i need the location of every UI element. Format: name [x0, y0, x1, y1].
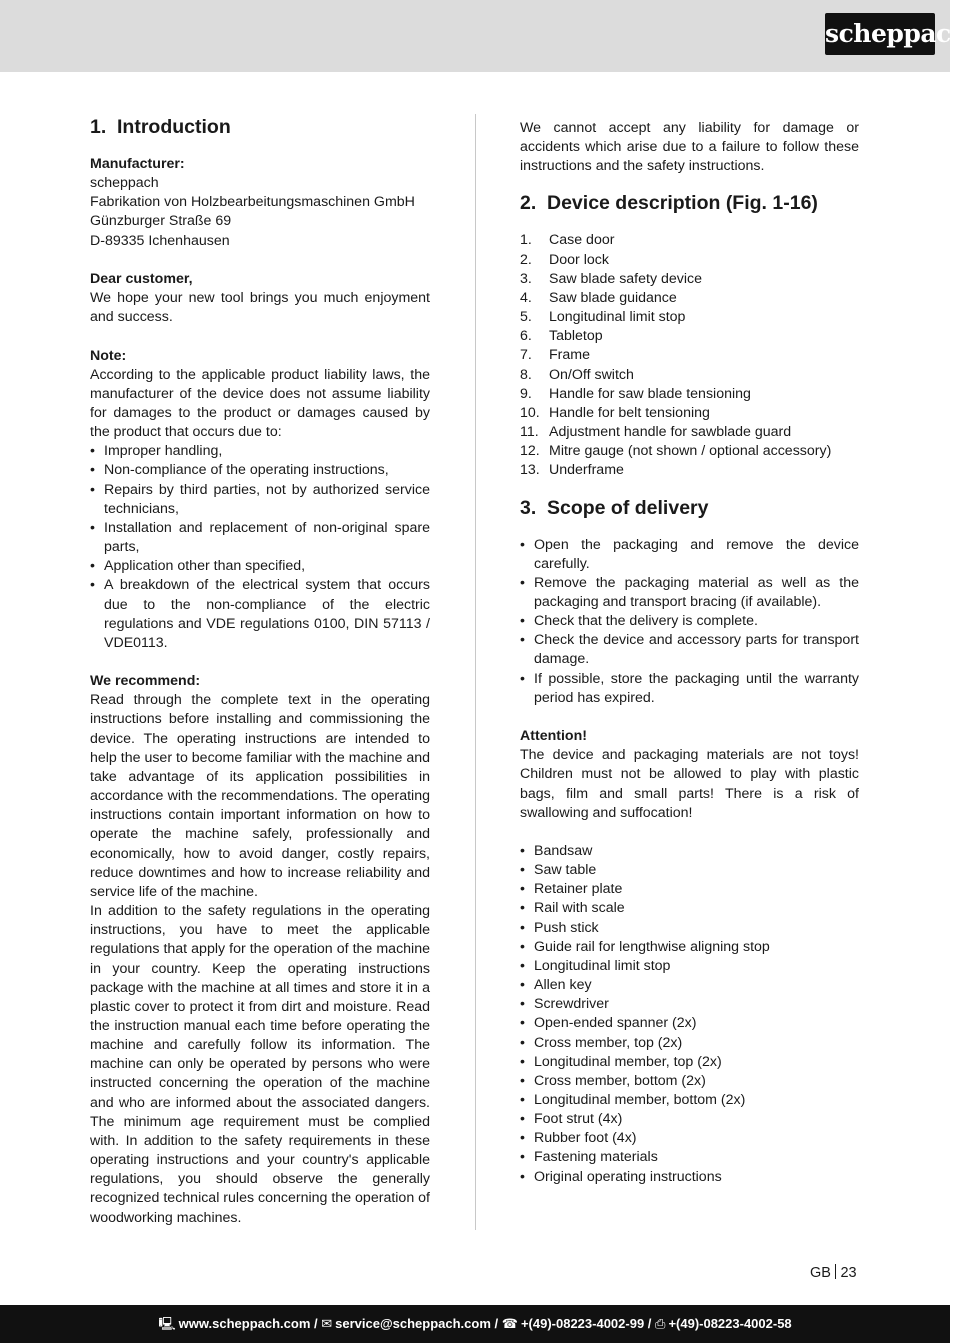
list-item: 4. Saw blade guidance [520, 289, 677, 306]
list-item: • Cross member, bottom (2x) [520, 1072, 859, 1091]
list-item: 13. Underframe [520, 462, 624, 479]
list-item: • Longitudinal member, bottom (2x) [520, 1091, 859, 1110]
list-item: • Guide rail for lengthwise aligning stop [520, 938, 859, 957]
right-column [520, 119, 859, 1187]
recommend-text: In addition to the safety regulations in the operating instructions, you have to meet the applicable regulations that apply for the operation of the machine in your country. Keep the operating instructions package with the machine at all times and store it in a plastic cover to protect it from dirt and moisture. Read the instruction manual each time before operating the machine and carefully follow its information. The machine can only be operated by persons who were instructed concerning the operation of the machine and who are informed about the associated dangers. The minimum age requirement must be complied with. In addition to the safety requirements in these operating instructions and your country's applicable regulations, you should observe the generally recognized technical rules concerning the operation of woodworking machines. [90, 903, 430, 1226]
list-item: • Original operating instructions [520, 1168, 859, 1187]
footer-contact-bar [0, 1305, 950, 1343]
list-item: 2. Door lock [520, 251, 609, 268]
device-parts-list [520, 231, 859, 480]
fax-number: +(49)-08223-4002-58 [668, 1316, 792, 1331]
recommend-label: We recommend: [90, 673, 201, 690]
list-item: • Screwdriver [520, 995, 859, 1014]
list-item: • Foot strut (4x) [520, 1110, 859, 1129]
list-item: 3. Saw blade safety device [520, 270, 703, 287]
list-item: • Installation and replacement of non-original spare parts, [90, 519, 430, 557]
list-item: • Check the device and accessory parts for transport damage. [520, 631, 859, 669]
list-item: • Open-ended spanner (2x) [520, 1014, 859, 1033]
list-item: • Improper handling, [90, 442, 430, 461]
introduction-heading: 1. Introduction [90, 116, 231, 138]
phone-number: +(49)-08223-4002-99 / [520, 1316, 652, 1331]
list-item: 6. Tabletop [520, 328, 603, 345]
language-code: GB [810, 1265, 831, 1281]
list-item: • Non-compliance of the operating instructions, [90, 461, 430, 480]
manufacturer-label: Manufacturer: [90, 156, 185, 172]
device-description-heading: 2. Device description (Fig. 1-16) [520, 192, 818, 215]
dear-customer-text: We hope your new tool brings you much enjoyment and success. [90, 290, 430, 326]
manufacturer-line: scheppach [90, 175, 159, 192]
list-item: • Rubber foot (4x) [520, 1129, 859, 1148]
attention-text: The device and packaging materials are not toys! Children must not be allowed to play with plastic bags, film and small parts! There is a risk of swallowing and suffocation! [520, 747, 859, 821]
list-item: • Bandsaw [520, 842, 859, 861]
list-item: • Remove the packaging material as well as the packaging and transport bracing (if available). [520, 574, 859, 612]
list-item: 12. Mitre gauge (not shown / optional accessory) [520, 443, 832, 460]
list-item: • If possible, store the packaging until the warranty period has expired. [520, 670, 859, 708]
list-item: • Open the packaging and remove the device carefully. [520, 536, 859, 574]
list-item: • Check that the delivery is complete. [520, 612, 859, 631]
scope-of-delivery-heading: 3. Scope of delivery [520, 496, 709, 519]
left-column [90, 114, 430, 1228]
fax-icon: ⎙ [655, 1316, 666, 1331]
manufacturer-line: Fabrikation von Holzbearbeitungsmaschinen GmbH [90, 194, 415, 211]
list-item: • Fastening materials [520, 1148, 859, 1167]
attention-label: Attention! [520, 728, 587, 745]
page-number-value: 23 [840, 1265, 857, 1281]
scheppach-logo: scheppach [825, 13, 935, 55]
phone-icon: ☎ [501, 1316, 518, 1331]
manufacturer-line: D-89335 Ichenhausen [90, 232, 230, 249]
list-item: 1. Case door [520, 232, 615, 249]
recommend-text: Read through the complete text in the operating instructions before installing and commissioning the device. The operating instructions are intended to help the user to become familiar with the machine and take advantage of its application possibilities in accordance with the recommendations. The operating instructions contain important information on how to operate the machine safely, professionally and economically, how to avoid danger, costly repairs, reduce downtimes and how to increase reliability and service life of the machine. [90, 692, 430, 900]
list-item: • Push stick [520, 919, 859, 938]
list-item: 5. Longitudinal limit stop [520, 309, 686, 326]
website-link[interactable]: www.scheppach.com / [178, 1316, 318, 1331]
list-item: • Allen key [520, 976, 859, 995]
page-number [810, 1264, 857, 1282]
list-item: • Longitudinal member, top (2x) [520, 1053, 859, 1072]
list-item: • Rail with scale [520, 899, 859, 918]
column-divider [475, 114, 476, 1230]
email-icon: ✉ [321, 1316, 333, 1331]
list-item: 9. Handle for saw blade tensioning [520, 385, 751, 402]
list-item: 7. Frame [520, 347, 590, 364]
note-label: Note: [90, 347, 127, 364]
list-item: • Cross member, top (2x) [520, 1034, 859, 1053]
manufacturer-line: Günzburger Straße 69 [90, 213, 232, 230]
list-item: • Retainer plate [520, 880, 859, 899]
liability-text: We cannot accept any liability for damage or accidents which arise due to a failure to follow these instructions and the safety instructions. [520, 120, 859, 175]
list-item: • Repairs by third parties, not by authorized service technicians, [90, 481, 430, 519]
header-band [0, 0, 968, 72]
note-text: According to the applicable product liability laws, the manufacturer of the device does not assume liability for damages to the product or damages caused by the product that occurs due to: [90, 366, 430, 441]
dear-customer-label: Dear customer, [90, 270, 193, 287]
delivery-contents-list [520, 842, 859, 1187]
list-item: • A breakdown of the electrical system that occurs due to the non-compliance of the electric regulations and VDE regulations 0100, DIN 57113 / VDE0113. [90, 576, 430, 653]
list-item: • Longitudinal limit stop [520, 957, 859, 976]
computer-icon: 🖳 [158, 1316, 176, 1331]
email-link[interactable]: service@scheppach.com / [335, 1316, 499, 1331]
list-item: 8. On/Off switch [520, 366, 634, 383]
list-item: • Application other than specified, [90, 557, 430, 576]
unpacking-steps-list [520, 536, 859, 708]
list-item: 10. Handle for belt tensioning [520, 404, 710, 421]
note-bullet-list [90, 442, 430, 653]
list-item: 11. Adjustment handle for sawblade guard [520, 424, 792, 441]
list-item: • Saw table [520, 861, 859, 880]
